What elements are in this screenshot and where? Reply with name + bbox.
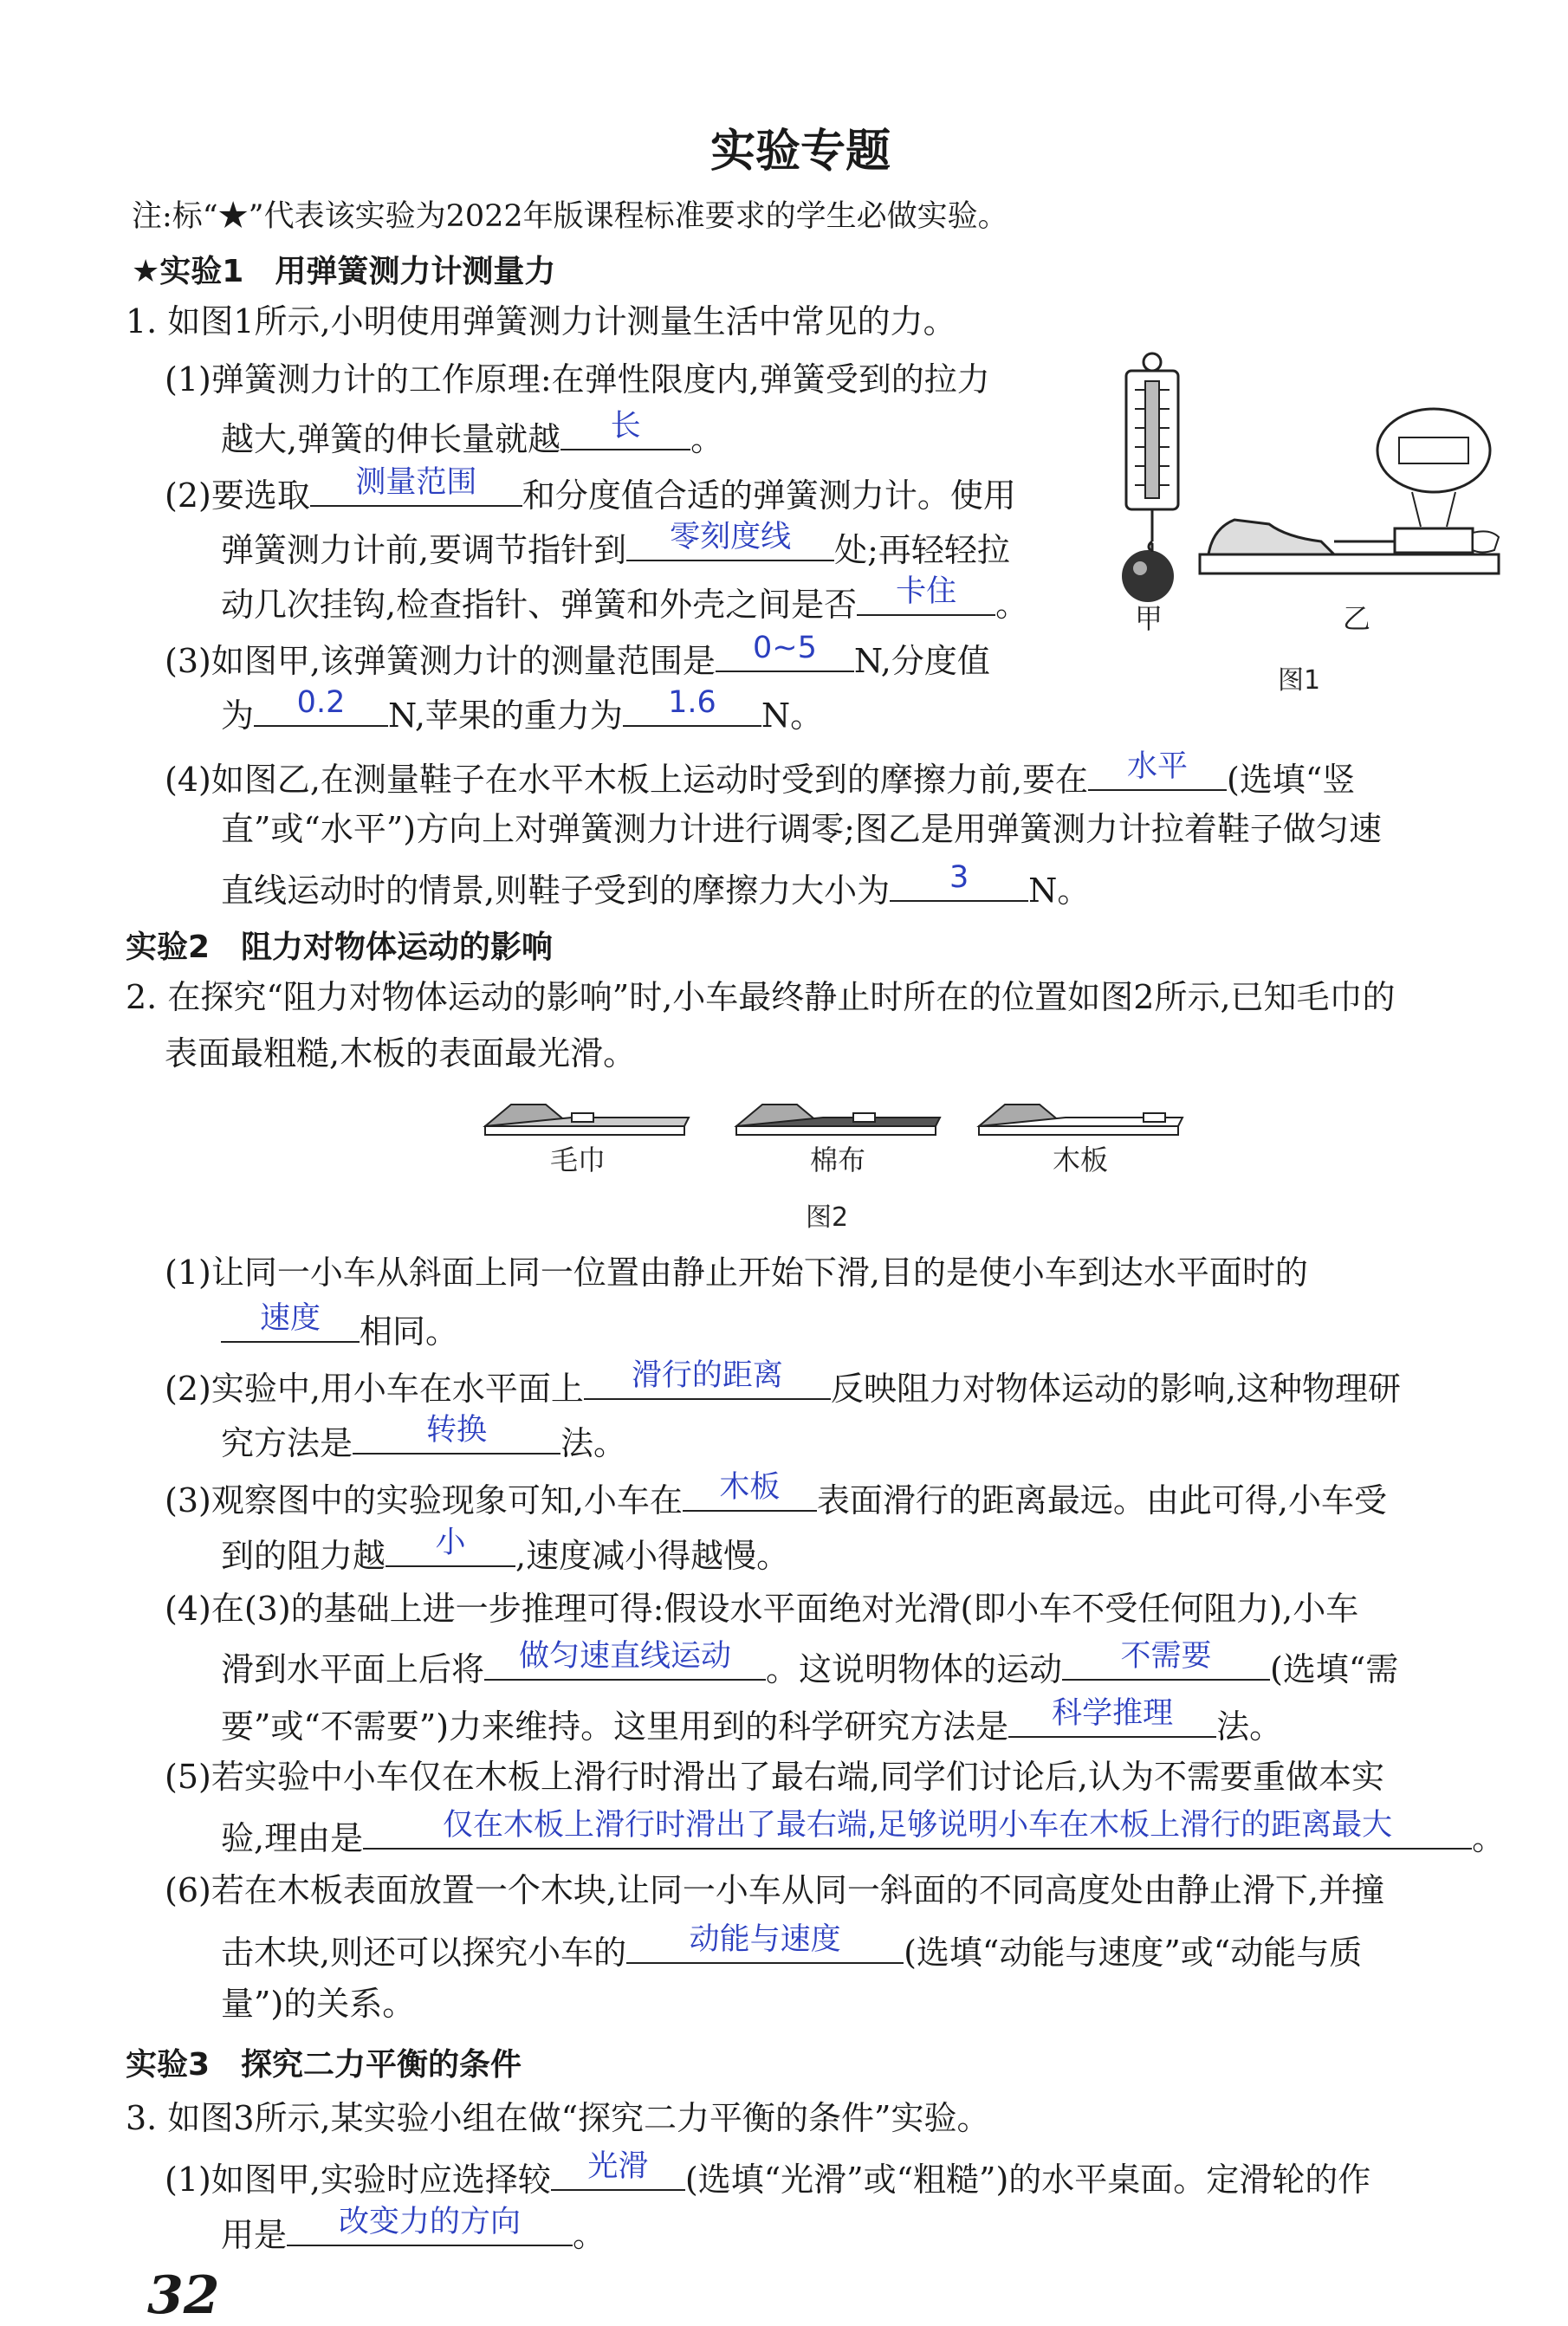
answer-blank[interactable]: 木板 — [683, 1475, 817, 1512]
answer-blank[interactable]: 改变力的方向 — [287, 2210, 573, 2246]
q2-p2-line2: 究方法是 转换 法。 — [221, 1413, 627, 1462]
ramp-wood-icon — [979, 1105, 1182, 1135]
figure-1-label-yi: 乙 — [1343, 602, 1371, 635]
q3-stem: 3. 如图3所示,某实验小组在做“探究二力平衡的条件”实验。 — [126, 2099, 990, 2137]
spring-scale-icon — [1126, 353, 1178, 552]
answer-blank[interactable]: 科学推理 — [1008, 1701, 1216, 1738]
figure-1-caption: 图1 — [1278, 665, 1321, 696]
exp1-heading: ★实验1 用弹簧测力计测量力 — [132, 254, 556, 289]
q1-p1-line2: 越大,弹簧的伸长量就越 长 。 — [221, 409, 724, 458]
answer-blank[interactable]: 卡住 — [857, 580, 995, 616]
page-number: 32 — [147, 2265, 220, 2326]
q1-p4-line2: 直”或“水平”)方向上对弹簧测力计进行调零;图乙是用弹簧测力计拉着鞋子做匀速 — [221, 810, 1382, 848]
q1-p2-line1: (2)要选取 测量范围 和分度值合适的弹簧测力计。使用 — [165, 465, 1016, 515]
answer-blank[interactable]: 测量范围 — [310, 470, 522, 507]
ramp-cotton-icon — [736, 1105, 940, 1135]
q2-p4-line1: (4)在(3)的基础上进一步推理可得:假设水平面绝对光滑(即小车不受任何阻力),小车 — [165, 1590, 1359, 1628]
figure-1-label-jia: 甲 — [1135, 602, 1163, 635]
q2-p1-line1: (1)让同一小车从斜面上同一位置由静止开始下滑,目的是使小车到达水平面时的 — [165, 1254, 1308, 1292]
q2-line2: 表面最粗糙,木板的表面最光滑。 — [165, 1034, 637, 1072]
page-title: 实验专题 — [710, 126, 891, 178]
ramp-towel-icon — [485, 1105, 689, 1135]
answer-blank[interactable]: 水平 — [1088, 755, 1227, 791]
answer-blank[interactable]: 动能与速度 — [626, 1928, 904, 1964]
answer-blank[interactable]: 小 — [386, 1531, 515, 1567]
answer-blank[interactable]: 速度 — [221, 1306, 360, 1343]
answer-blank[interactable]: 0.2 — [254, 690, 388, 727]
q2-p3-line2: 到的阻力越 小 ,速度减小得越慢。 — [221, 1526, 790, 1575]
figure-2 — [476, 1092, 1187, 1239]
q2-p5-line2: 验,理由是 仅在木板上滑行时滑出了最右端,足够说明小车在木板上滑行的距离最大 。 — [221, 1808, 1506, 1857]
q3-p1-line1: (1)如图甲,实验时应选择较 光滑 (选填“光滑”或“粗糙”)的水平桌面。定滑轮的作 — [165, 2149, 1371, 2199]
exp3-heading: 实验3 探究二力平衡的条件 — [126, 2047, 522, 2083]
answer-blank[interactable]: 滑行的距离 — [584, 1364, 831, 1400]
q2-p1-line2: 速度 相同。 — [221, 1306, 458, 1351]
q3-p1-line2: 用是 改变力的方向 。 — [221, 2205, 606, 2254]
q2-p4-line3: 要”或“不需要”)力来维持。这里用到的科学研究方法是 科学推理 法。 — [221, 1696, 1283, 1746]
q1-p2-line3: 动几次挂钩,检查指针、弹簧和外壳之间是否 卡住 。 — [221, 574, 1029, 624]
apple-icon — [1122, 543, 1174, 602]
q1-p3-line1: (3)如图甲,该弹簧测力计的测量范围是 0~5 N,分度值 — [165, 631, 990, 680]
q1-p1-line1: (1)弹簧测力计的工作原理:在弹性限度内,弹簧受到的拉力 — [165, 360, 990, 398]
q1-p3-line2: 为 0.2 N,苹果的重力为 1.6 N。 — [221, 685, 824, 735]
q2-p4-line2: 滑到水平面上后将 做匀速直线运动 。这说明物体的运动 不需要 (选填“需 — [221, 1639, 1399, 1688]
q2-p2-line1: (2)实验中,用小车在水平面上 滑行的距离 反映阻力对物体运动的影响,这种物理研 — [165, 1358, 1402, 1408]
q2-p3-line1: (3)观察图中的实验现象可知,小车在 木板 表面滑行的距离最远。由此可得,小车受 — [165, 1470, 1388, 1519]
q2-p6-line3: 量”)的关系。 — [221, 1985, 416, 2023]
answer-blank[interactable]: 仅在木板上滑行时滑出了最右端,足够说明小车在木板上滑行的距离最大 — [363, 1813, 1472, 1850]
q1-stem: 1. 如图1所示,小明使用弹簧测力计测量生活中常见的力。 — [126, 302, 956, 340]
shoe-board-icon — [1200, 409, 1499, 573]
q2-p6-line1: (6)若在木板表面放置一个木块,让同一小车从同一斜面的不同高度处由静止滑下,并撞 — [165, 1871, 1384, 1909]
note: 注:标“★”代表该实验为2022年版课程标准要求的学生必做实验。 — [132, 199, 1008, 234]
answer-blank[interactable]: 做匀速直线运动 — [484, 1644, 766, 1681]
answer-blank[interactable]: 1.6 — [623, 690, 761, 727]
exp2-heading: 实验2 阻力对物体运动的影响 — [126, 930, 554, 965]
q2-line1: 2. 在探究“阻力对物体运动的影响”时,小车最终静止时所在的位置如图2所示,已知毛巾的 — [126, 978, 1396, 1016]
q1-p4-line1: (4)如图乙,在测量鞋子在水平木板上运动时受到的摩擦力前,要在 水平 (选填“竖 — [165, 749, 1356, 799]
answer-blank[interactable]: 3 — [890, 865, 1028, 902]
q1-p4-line3: 直线运动时的情景,则鞋子受到的摩擦力大小为 3 N。 — [221, 860, 1091, 910]
answer-blank[interactable]: 长 — [560, 414, 690, 450]
answer-blank[interactable]: 不需要 — [1062, 1644, 1270, 1681]
answer-blank[interactable]: 0~5 — [716, 636, 854, 672]
answer-blank[interactable]: 零刻度线 — [626, 525, 834, 561]
figure-1 — [1100, 347, 1507, 710]
surface-label: 木板 — [1053, 1144, 1109, 1176]
answer-blank[interactable]: 转换 — [353, 1418, 560, 1455]
q1-p2-line2: 弹簧测力计前,要调节指针到 零刻度线 处;再轻轻拉 — [221, 520, 1010, 569]
answer-blank[interactable]: 光滑 — [551, 2154, 685, 2191]
q2-p5-line1: (5)若实验中小车仅在木板上滑行时滑出了最右端,同学们讨论后,认为不需要重做本实 — [165, 1758, 1384, 1796]
figure-2-caption: 图2 — [806, 1202, 849, 1233]
surface-label: 毛巾 — [550, 1144, 606, 1176]
surface-label: 棉布 — [810, 1144, 866, 1176]
q2-p6-line2: 击木块,则还可以探究小车的 动能与速度 (选填“动能与速度”或“动能与质 — [221, 1922, 1363, 1972]
